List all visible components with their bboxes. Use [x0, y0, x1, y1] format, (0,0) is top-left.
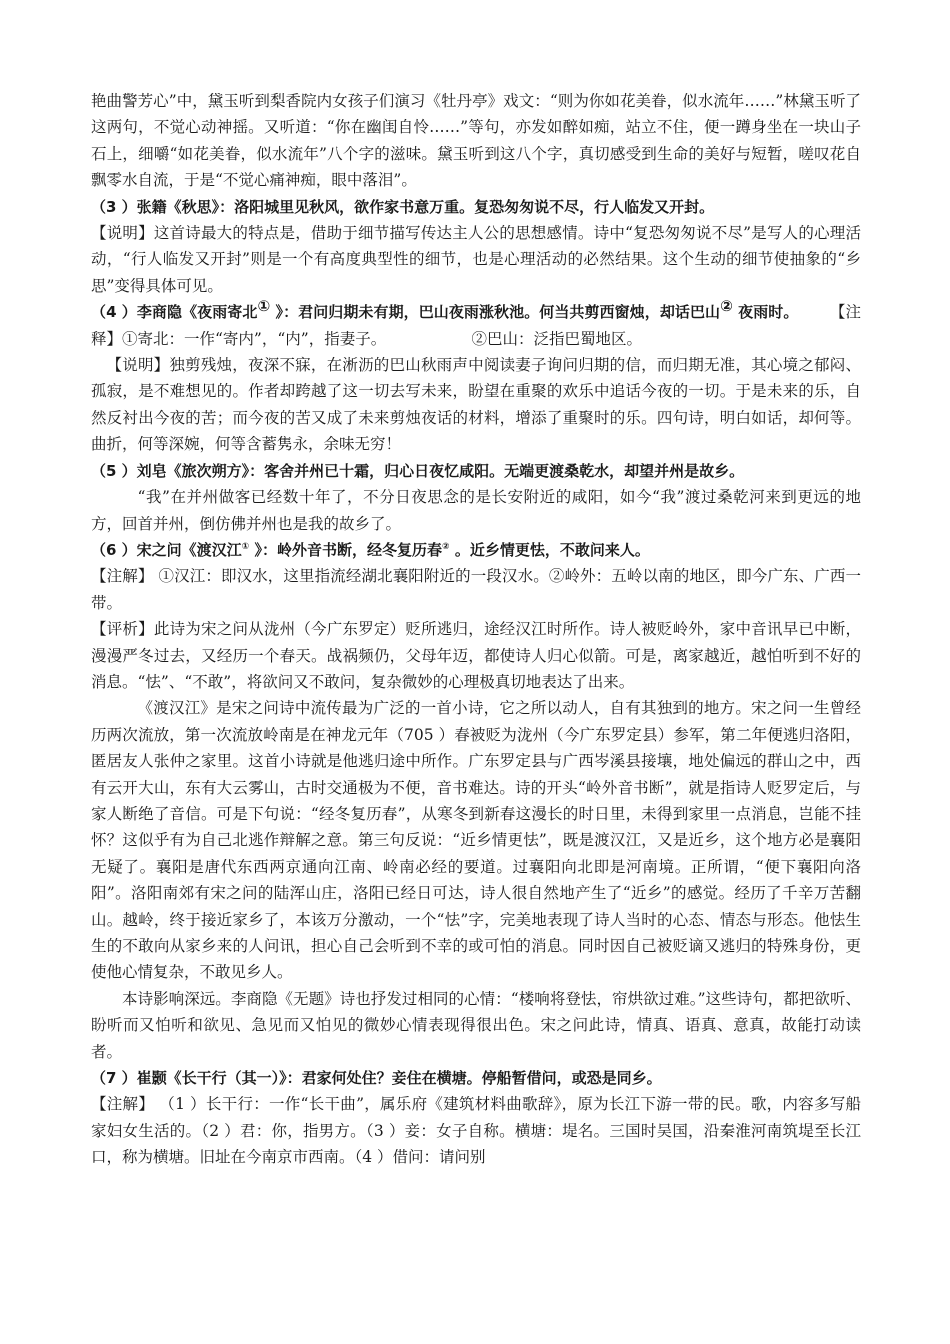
heading-songzhiwen-duhanjiang [91, 537, 861, 563]
heading-lishangyin-yeyujibei [91, 299, 861, 352]
poem-text-b: 》：君问归期未有期，巴山夜雨涨秋池。何当共剪西窗烛，却话巴山 [270, 303, 721, 322]
annotation-jibei: 【注释】①寄北：一作“寄内”，“内”，指妻子。 [91, 303, 861, 348]
footnote-marker-2: ② [442, 541, 450, 552]
paragraph-qiusi-explanation: 【说明】这首诗最大的特点是，借助于细节描写传达主人公的思想感情。诗中“复恐匆匆说不尽”是写人的心理活动，“行人临发又开封”则是一个有高度典型性的细节，也是心理活动的必然结果。这个生动的细节使抽象的“乡思”变得具体可见。 [91, 224, 861, 295]
annotation-bashan: ②巴山：泛指巴蜀地区。 [471, 329, 642, 348]
poem-title-a: （6 ）宋之问《渡汉江 [91, 540, 242, 559]
heading-cuihao-changganxing: （7 ）崔颢《长干行（其一）》：君家何处住？妾住在横塘。停船暂借问，或恐是同乡。 [91, 1069, 662, 1088]
paragraph-duhanjiang-influence: 本诗影响深远。李商隐《无题》诗也抒发过相同的心情：“楼响将登怯，帘烘欲过难。”这些诗句，都把欲听、盼听而又怕听和欲见、急见而又怕见的微妙心情表现得很出色。宋之问此诗，情真、语真、意真，故能打动读者。 [91, 989, 861, 1061]
footnote-marker-2: ② [720, 297, 733, 316]
poem-title-a: （4 ）李商隐《夜雨寄北 [91, 303, 258, 322]
footnote-marker-1: ① [241, 541, 250, 552]
paragraph-changganxing-notes: 【注解】 （1 ）长干行：一作“长干曲”，属乐府《建筑材料曲歌辞》，原为长江下游一带的民。歌，内容多写船家妇女生活的。（2 ）君：你，指男方。（3 ）妾：女子自称。横塘：堤名。三国时吴国，沿秦淮河南筑堤至长江口，称为横塘。旧址在今南京市西南。（4 ）借问：请问别 [91, 1095, 861, 1167]
heading-liuzao-lvcishuofang: （5 ）刘皂《旅次朔方》：客舍并州已十霜，归心日夜忆咸阳。无端更渡桑乾水，却望并州是故乡。 [91, 461, 745, 480]
document-body [91, 88, 861, 1171]
paragraph-duhanjiang-critique: 【评析】此诗为宋之问从泷州（今广东罗定）贬所逃归，途经汉江时所作。诗人被贬岭外，家中音讯早已中断，漫漫严冬过去，又经历一个春天。战祸频仍，父母年迈，都使诗人归心似箭。可是，离家越近，越怕听到不好的消息。“怯”、“不敢”，将欲问又不敢问，复杂微妙的心理极真切地表达了出来。 [91, 620, 861, 691]
poem-text-b: 》：岭外音书断，经冬复历春 [249, 540, 443, 559]
paragraph-duhanjiang-notes: 【注解】 ①汉江：即汉水，这里指流经湖北襄阳附近的一段汉水。②岭外：五岭以南的地区，即今广东、广西一带。 [91, 567, 861, 612]
poem-text-c: 。近乡情更怯，不敢问来人。 [449, 540, 650, 559]
paragraph-lvcishuofang-explanation: “我”在并州做客已经数十年了，不分日夜思念的是长安附近的咸阳，如今“我”渡过桑乾河来到更远的地方，回首并州，倒仿佛并州也是我的故乡了。 [91, 488, 861, 533]
paragraph-daiyu: 艳曲警芳心”中，黛玉听到梨香院内女孩子们演习《牡丹亭》戏文：“则为你如花美眷，似水流年……”林黛玉听了这两句，不觉心动神摇。又听道：“你在幽闺自怜……”等句，亦发如醉如痴，站立不住，便一蹲身坐在一块山子石上，细嚼“如花美眷，似水流年”八个字的滋味。黛玉听到这八个字，真切感受到生命的美好与短暂，嗟叹花自飘零水自流，于是“不觉心痛神痴，眼中落泪”。 [91, 92, 861, 190]
paragraph-yeyujibei-explanation: 【说明】独剪残烛，夜深不寐，在淅沥的巴山秋雨声中阅读妻子询问归期的信，而归期无准，其心境之郁闷、孤寂，是不难想见的。作者却跨越了这一切去写未来，盼望在重聚的欢乐中追话今夜的一切。于是未来的乐，自然反衬出今夜的苦；而今夜的苦又成了未来剪烛夜话的材料，增添了重聚时的乐。四句诗，明白如话，却何等。曲折，何等深婉，何等含蓄隽永，余味无穷！ [91, 356, 861, 454]
footnote-marker-1: ① [257, 297, 271, 316]
heading-zhangji-qiusi: （3 ）张籍《秋思》：洛阳城里见秋风，欲作家书意万重。复恐匆匆说不尽，行人临发又开封。 [91, 197, 715, 216]
paragraph-duhanjiang-analysis: 《渡汉江》是宋之问诗中流传最为广泛的一首小诗，它之所以动人，自有其独到的地方。宋之问一生曾经历两次流放，第一次流放岭南是在神龙元年（705 ）春被贬为泷州（今广东罗定县）参军，第二年便逃归洛阳，匿居友人张仲之家里。这首小诗就是他逃归途中所作。广东罗定县与广西岑溪县接壤，地处偏远的群山之中，西有云开大山，东有大云雾山，古时交通极为不便，音书难达。诗的开头“岭外音书断”，就是指诗人贬罗定后，与家人断绝了音信。可是下句说：“经冬复历春”，从寒冬到新春这漫长的时日里，未得到家里一点消息，岂能不挂怀？这似乎有为自己北逃作辩解之意。第三句反说：“近乡情更怯”，既是渡汉江，又是近乡，这个地方必是襄阳无疑了。襄阳是唐代东西两京通向江南、岭南必经的要道。过襄阳向北即是河南境。正所谓，“便下襄阳向洛阳”。洛阳南郊有宋之问的陆浑山庄，洛阳已经日可达，诗人很自然地产生了“近乡”的感觉。经历了千辛万苦翻山。越岭，终于接近家乡了，本该万分激动，一个“怯”字，完美地表现了诗人当时的心态、情态与形态。他怯生生的不敢向从家乡来的人问讯，担心自己会听到不幸的或可怕的消息。同时因自己被贬谪又逃归的特殊身份，更使他心情复杂，不敢见乡人。 [91, 699, 861, 982]
poem-text-c: 夜雨时。 [732, 303, 791, 322]
